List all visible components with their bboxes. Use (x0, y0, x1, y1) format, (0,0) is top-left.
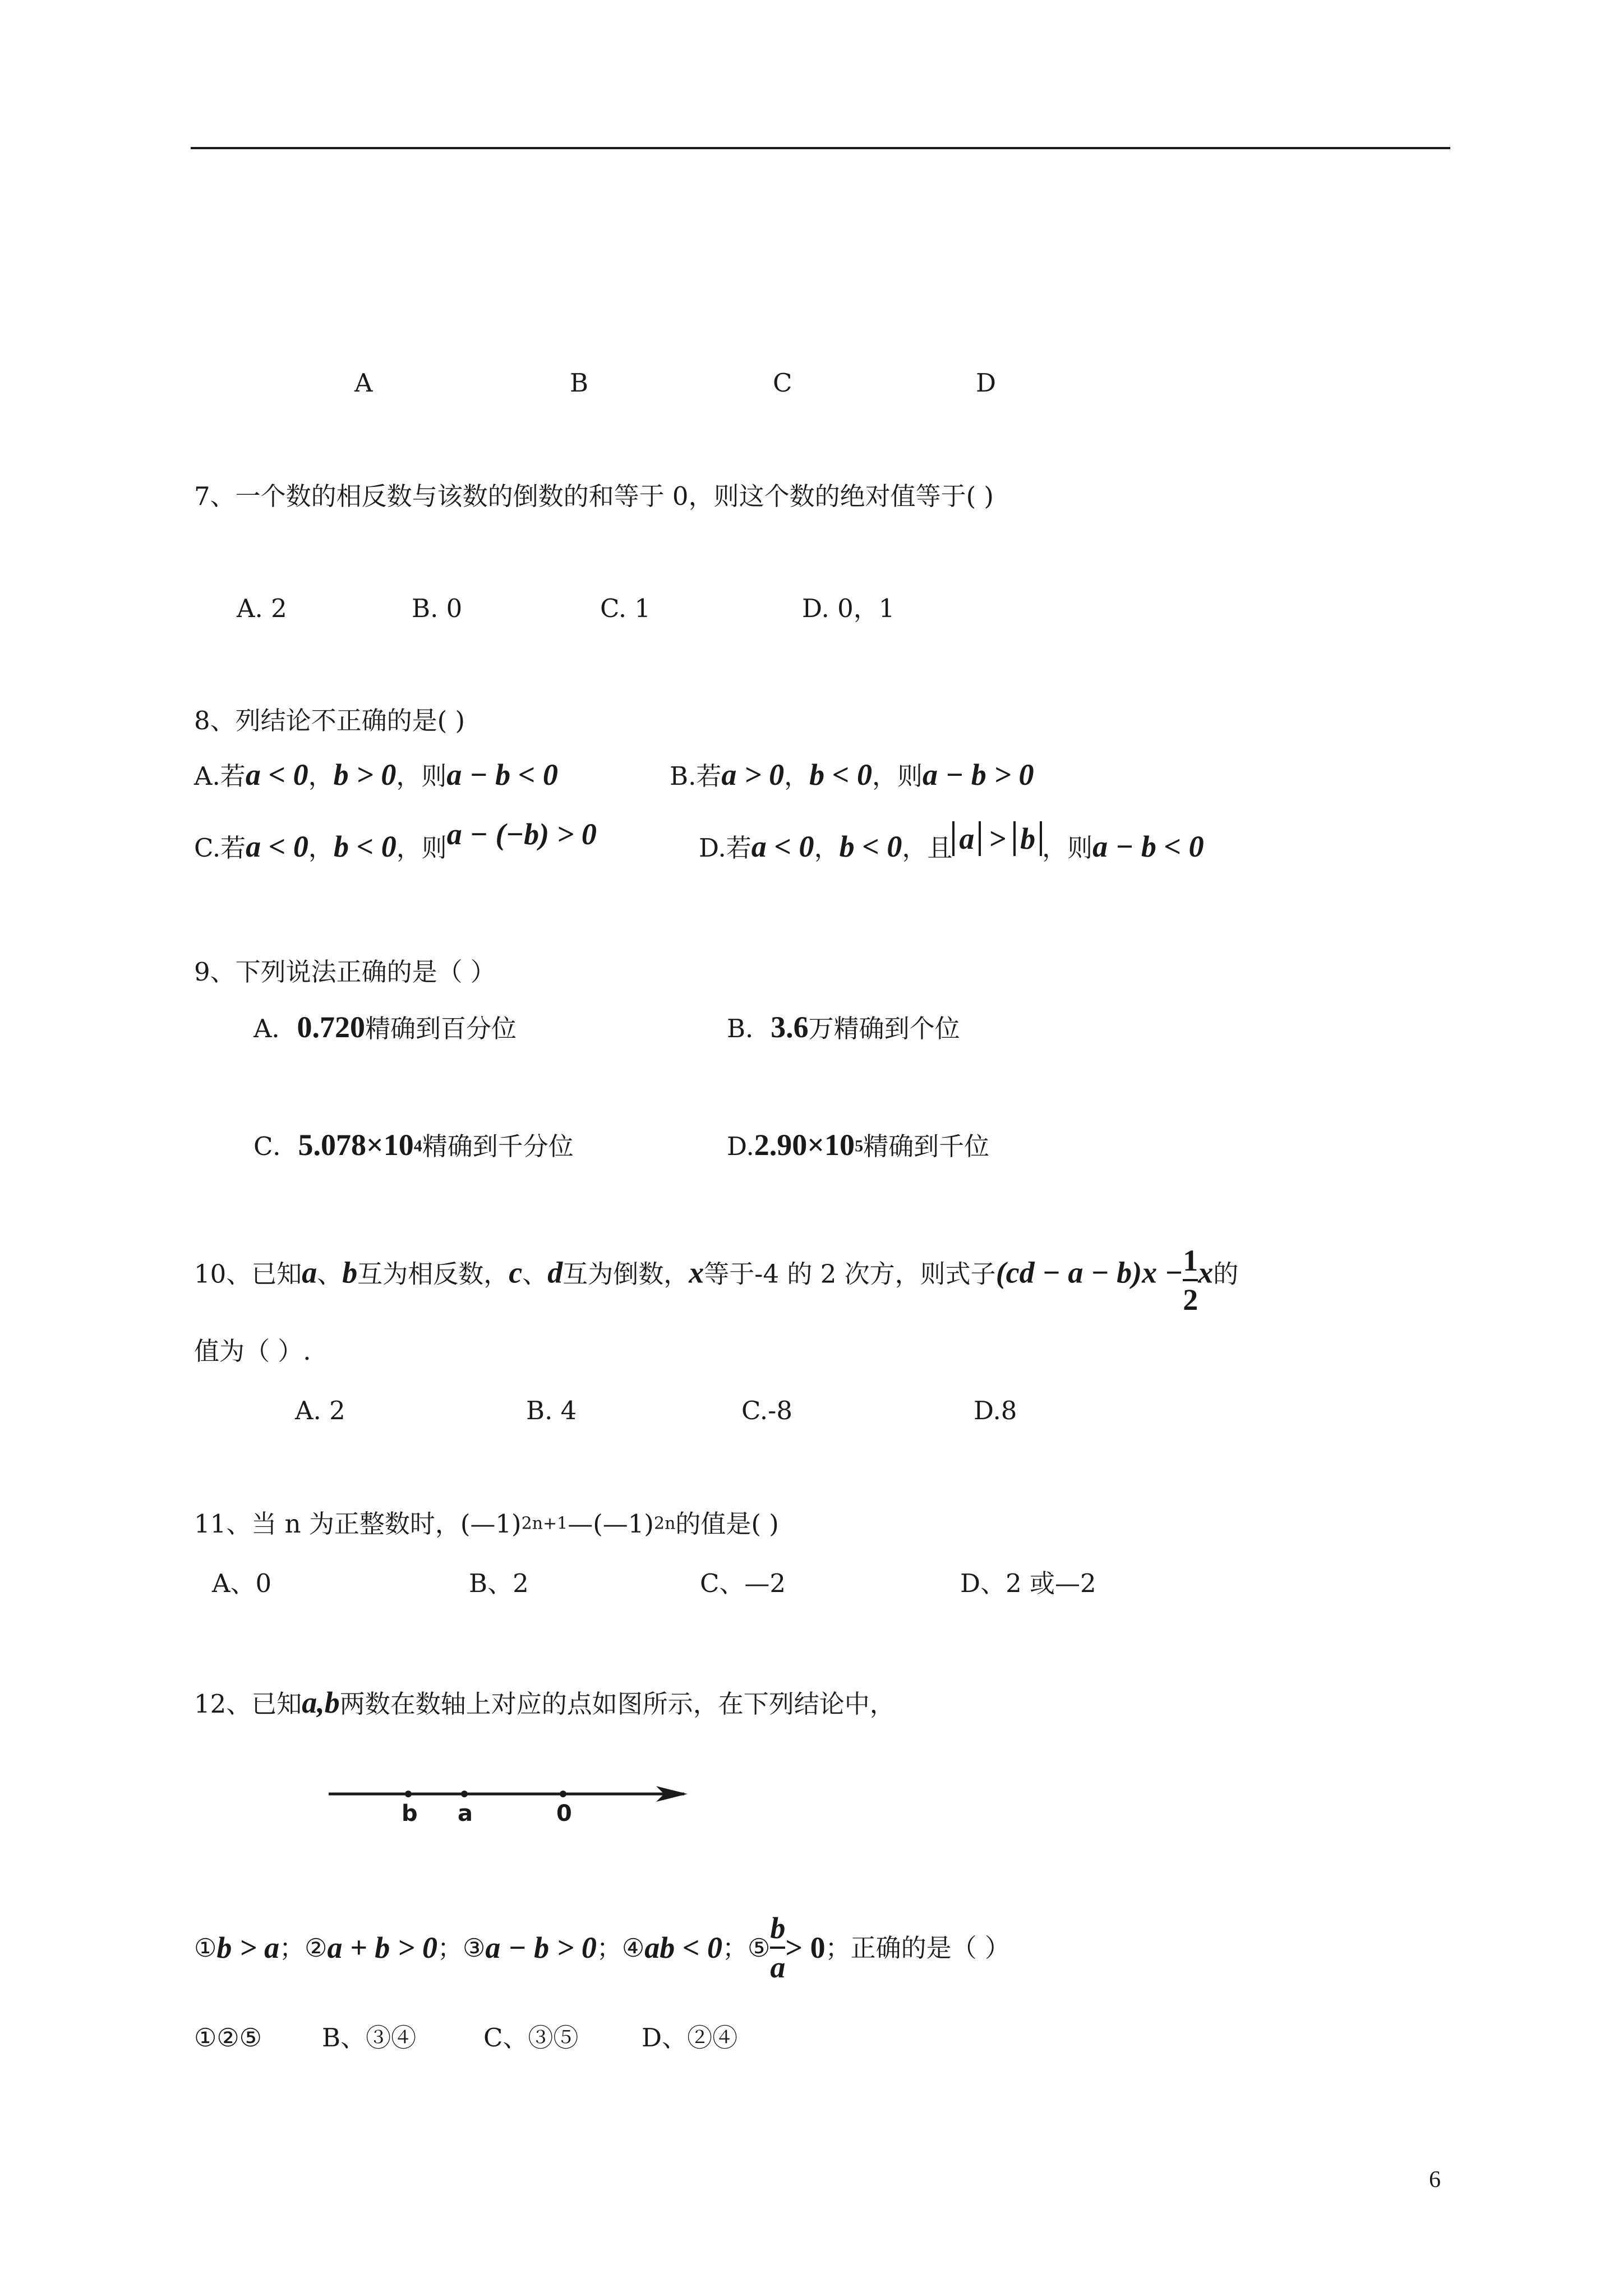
statement-3: a − b > 0 (485, 1931, 597, 1964)
statement-2: a + b > 0 (327, 1931, 438, 1964)
q8-d-then: ，则 (1042, 833, 1093, 863)
q8-c-sep: ， (308, 833, 334, 863)
number-line-figure (325, 1767, 695, 1834)
q9-a-label: A． (253, 1014, 297, 1043)
q9-b-num: 3.6 (771, 1010, 809, 1044)
q11-exp1: 2n+1 (521, 1513, 568, 1534)
axis-label-a: a (458, 1801, 473, 1826)
q8-b-sep: ， (784, 761, 810, 791)
q11-stem-mid: —(—1) (568, 1509, 654, 1539)
q8-d-cond2: b < 0 (839, 830, 902, 863)
sep-4: ； (722, 1932, 748, 1963)
q9-option-b (727, 1010, 960, 1045)
q12-option-b: B、③④ (322, 2023, 417, 2053)
q8-a-sep: ， (308, 761, 334, 791)
q9-c-label: C． (253, 1131, 298, 1161)
q12-vars: a,b (302, 1686, 340, 1719)
header-letter-c: C (773, 368, 792, 398)
statement-5-mark: ⑤ (748, 1932, 771, 1963)
q8-a-cond2: b > 0 (333, 758, 396, 792)
q8-option-d (699, 822, 1204, 864)
q10-option-d: D.8 (974, 1396, 1017, 1425)
q10-frac-bar (1183, 1279, 1198, 1281)
q10-frac-num: 1 (1183, 1244, 1198, 1277)
q8-d-result: a − b < 0 (1092, 830, 1204, 863)
q10-pre: 10、已知 (194, 1259, 302, 1289)
q10-expression: (cd − a − b)x − (995, 1255, 1183, 1290)
q10-text4: 的 (1213, 1259, 1239, 1289)
q10-var-c: c (509, 1255, 523, 1290)
q12-option-d: D、②④ (642, 2023, 738, 2053)
q9-c-num: 5.078×10 (298, 1128, 414, 1162)
q9-a-num: 0.720 (297, 1010, 365, 1044)
q12-statements (194, 1913, 1010, 1982)
statement-2-mark: ② (305, 1932, 328, 1963)
statement-4: ab < 0 (644, 1931, 723, 1964)
q9-b-text: 万精确到个位 (808, 1014, 960, 1043)
point-a (461, 1791, 468, 1797)
q9-c-text: 精确到千分位 (422, 1131, 574, 1161)
q12-option-c: C、③⑤ (483, 2023, 579, 2053)
q10-option-c: C.-8 (741, 1396, 792, 1425)
statement-1-mark: ① (194, 1932, 217, 1963)
q8-a-prefix: A.若 (194, 761, 246, 791)
statement-5-bar (770, 1947, 785, 1949)
q11-option-c: C、—2 (700, 1568, 786, 1598)
q10-dun1: 、 (317, 1259, 343, 1289)
q7-option-a: A. 2 (237, 593, 287, 623)
statement-5-den: a (770, 1950, 786, 1984)
q9-d-exp: 5 (855, 1137, 864, 1156)
q8-a-then: ，则 (396, 761, 447, 791)
q9-stem: 9、下列说法正确的是（ ） (194, 957, 496, 987)
q8-a-result: a − b < 0 (446, 758, 558, 792)
q9-option-a (253, 1010, 517, 1045)
q12-stem (194, 1685, 895, 1720)
q8-b-cond1: a > 0 (721, 758, 785, 792)
q8-d-prefix: D.若 (699, 833, 751, 863)
q11-exp2: 2n (654, 1513, 676, 1534)
statement-5-num: b (770, 1911, 786, 1945)
number-line-svg (325, 1767, 695, 1834)
q10-var-a: a (302, 1255, 317, 1290)
q11-option-d: D、2 或—2 (960, 1568, 1096, 1598)
q8-d-abs-b: b (1013, 821, 1042, 856)
statement-5-tail: > 0 (785, 1931, 826, 1964)
q7-stem: 7、一个数的相反数与该数的倒数的和等于 0，则这个数的绝对值等于( ) (194, 481, 994, 511)
header-rule (191, 147, 1450, 149)
q12-pre: 12、已知 (194, 1689, 302, 1719)
header-letter-a: A (354, 368, 373, 398)
q8-b-result: a − b > 0 (922, 758, 1034, 792)
q12-option-a: ①②⑤ (194, 2023, 262, 2053)
page-number: 6 (1429, 2167, 1441, 2193)
statement-4-mark: ④ (621, 1932, 645, 1963)
q10-fraction (1183, 1245, 1198, 1315)
q10-text2: 互为倒数， (562, 1259, 689, 1289)
sep-3: ； (596, 1932, 622, 1963)
q9-d-label: D. (727, 1131, 754, 1161)
q8-c-prefix: C.若 (194, 833, 246, 863)
sep-1: ； (279, 1932, 305, 1963)
q8-c-then: ，则 (396, 833, 447, 863)
q8-c-result: a − (−b) > 0 (446, 817, 597, 851)
sep-2: ； (437, 1932, 463, 1963)
q8-stem: 8、列结论不正确的是( ) (194, 706, 465, 735)
q9-option-d (727, 1128, 989, 1162)
q10-var-x: x (689, 1255, 704, 1290)
q10-var-b: b (342, 1255, 358, 1290)
q9-d-num: 2.90×10 (754, 1128, 855, 1162)
q10-option-b: B. 4 (526, 1396, 577, 1425)
q8-b-prefix: B.若 (670, 761, 722, 791)
statement-1: b > a (216, 1931, 280, 1964)
q9-c-exp: 4 (413, 1137, 422, 1156)
q8-option-a (194, 757, 558, 792)
q8-c-cond2: b < 0 (333, 830, 396, 863)
q11-stem-post: 的值是( ) (675, 1509, 779, 1539)
q10-text3: 等于-4 的 2 次方，则式子 (704, 1259, 996, 1289)
q8-a-cond1: a < 0 (245, 758, 308, 792)
q10-stem (194, 1245, 1238, 1315)
q10-var-x2: x (1198, 1255, 1214, 1290)
q9-b-label: B． (727, 1014, 771, 1043)
q8-d-cond1: a < 0 (751, 830, 814, 863)
q10-option-a: A. 2 (295, 1396, 345, 1425)
q8-b-cond2: b < 0 (809, 758, 872, 792)
q7-option-b: B. 0 (412, 593, 463, 623)
q8-d-gt: > (988, 822, 1006, 855)
q12-post: 两数在数轴上对应的点如图所示，在下列结论中， (339, 1689, 895, 1719)
point-b (405, 1791, 412, 1797)
q11-option-a: A、0 (212, 1568, 272, 1598)
q8-d-abs-a: a (952, 821, 981, 856)
q7-option-d: D. 0，1 (802, 593, 895, 623)
point-zero (560, 1791, 566, 1797)
q11-stem (194, 1509, 779, 1539)
q8-option-c (194, 817, 597, 864)
q11-option-b: B、2 (469, 1568, 529, 1598)
axis-label-b: b (402, 1801, 418, 1826)
q12-tail: ；正确的是（ ） (825, 1932, 1010, 1963)
q9-a-text: 精确到百分位 (365, 1014, 517, 1043)
q8-d-and: ，且 (902, 833, 953, 863)
q8-b-then: ，则 (872, 761, 923, 791)
q9-d-text: 精确到千位 (863, 1131, 990, 1161)
q10-line2: 值为（ ）. (194, 1336, 311, 1366)
header-letter-d: D (976, 368, 997, 398)
q11-stem-pre: 11、当 n 为正整数时，(—1) (194, 1509, 522, 1539)
q9-option-c (253, 1128, 574, 1162)
q10-dun2: 、 (522, 1259, 548, 1289)
q7-option-c: C. 1 (600, 593, 651, 623)
q8-c-cond1: a < 0 (246, 830, 308, 863)
header-letter-b: B (570, 368, 589, 398)
q10-text1: 互为相反数， (357, 1259, 509, 1289)
statement-3-mark: ③ (463, 1932, 486, 1963)
q8-d-sep: ， (814, 833, 840, 863)
q10-frac-den: 2 (1183, 1283, 1198, 1317)
axis-label-zero: 0 (556, 1801, 572, 1826)
q8-option-b (670, 757, 1034, 792)
statement-5-fraction (770, 1913, 785, 1982)
q10-var-d: d (547, 1255, 563, 1290)
